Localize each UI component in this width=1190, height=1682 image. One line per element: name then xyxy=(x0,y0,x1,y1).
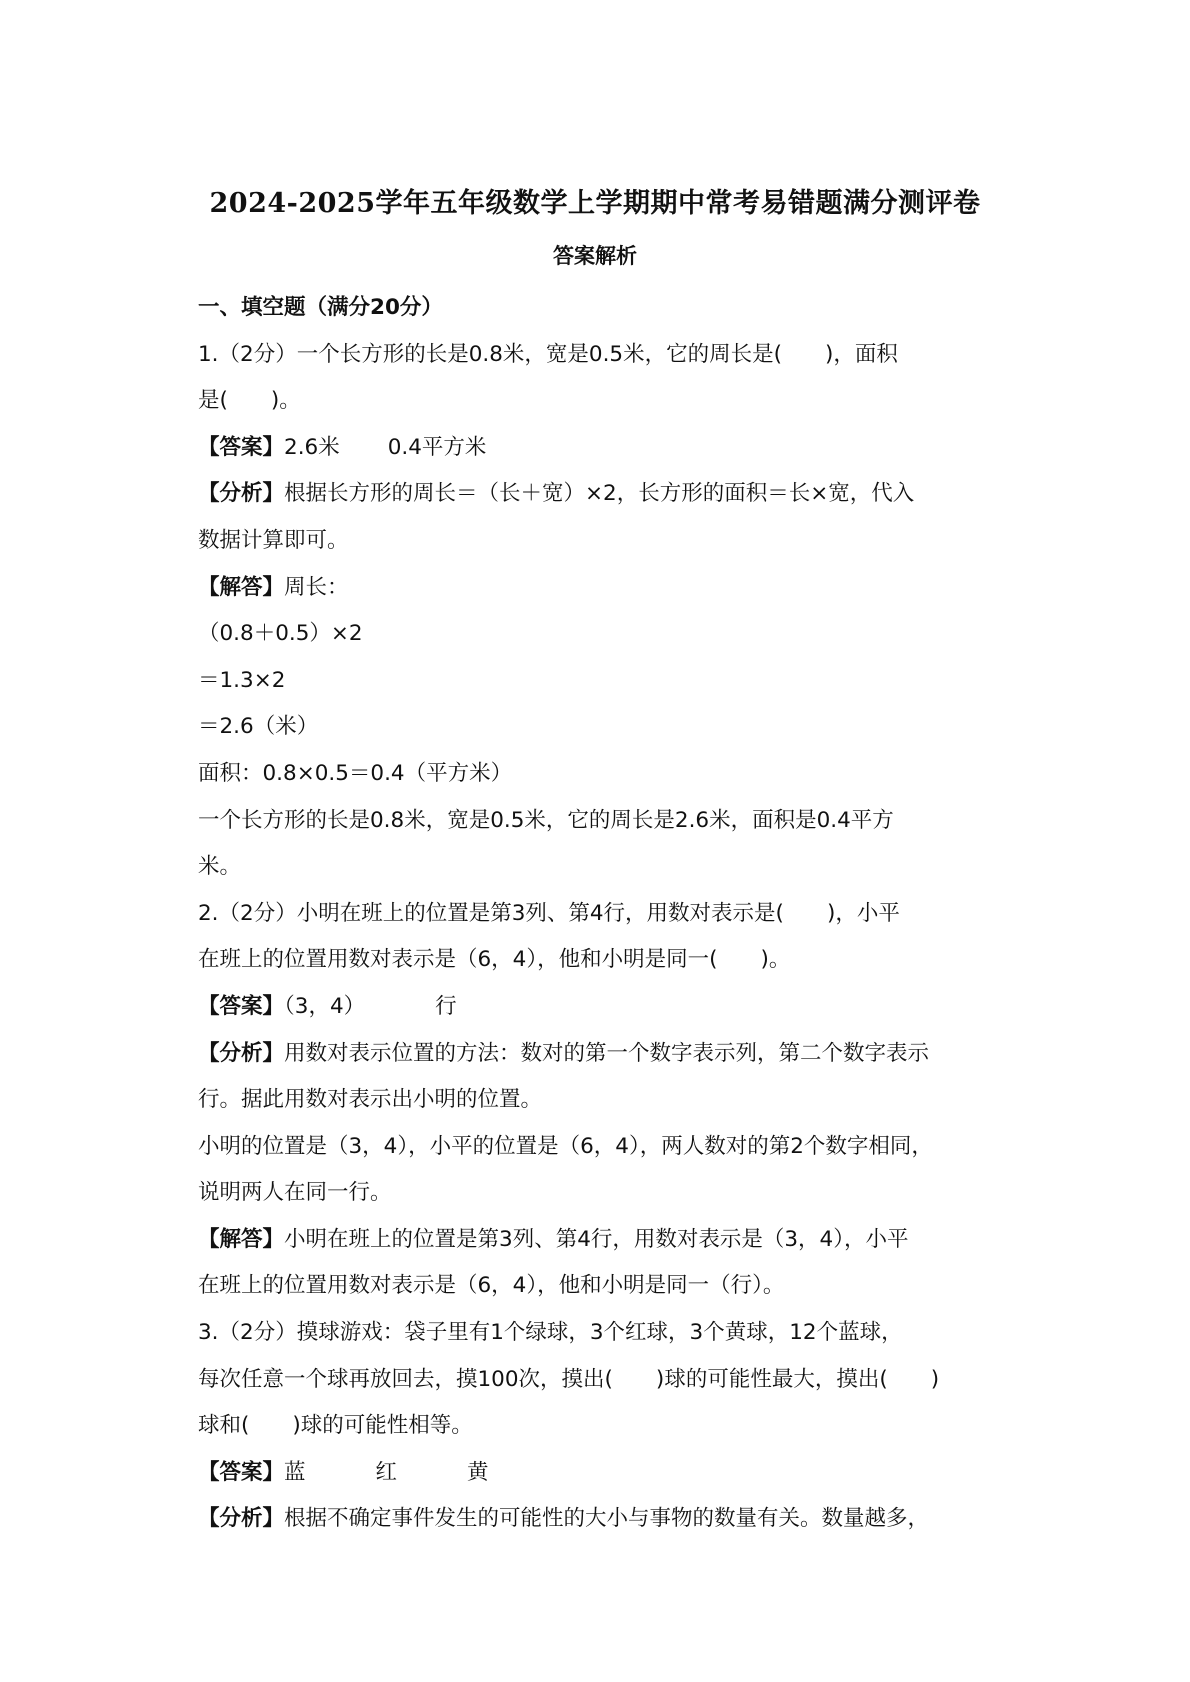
q1-solution-line-4: ＝2.6（米） xyxy=(198,714,319,740)
q2-analysis-line-1 xyxy=(198,1035,1018,1082)
q2-stem-line-1: 2.（2分）小明在班上的位置是第3列、第4行，用数对表示是( )，小平 xyxy=(198,900,900,926)
document-body xyxy=(198,289,1018,1547)
q3-answer-c: 黄 xyxy=(467,1459,489,1485)
q3-stem-line-2: 每次任意一个球再放回去，摸100次，摸出( )球的可能性最大，摸出( ) xyxy=(198,1366,940,1392)
page-title: 2024-2025学年五年级数学上学期期中常考易错题满分测评卷 xyxy=(209,188,981,219)
answer-tag: 【答案】 xyxy=(198,993,285,1019)
q3-stem-line-3: 球和( )球的可能性相等。 xyxy=(198,1413,473,1439)
q1-answer xyxy=(198,429,1018,476)
q2-answer-a: （3，4） xyxy=(284,993,366,1019)
q2-solution-line-1 xyxy=(198,1221,1018,1268)
q2-stem-line-2: 在班上的位置用数对表示是（6，4），他和小明是同一( )。 xyxy=(198,947,791,973)
solution-tag: 【解答】 xyxy=(198,574,285,600)
q1-stem-line-2: 是( )。 xyxy=(198,388,301,414)
q2-solution-text-1: 小明在班上的位置是第3列、第4行，用数对表示是（3，4），小平 xyxy=(284,1226,909,1252)
q3-answer xyxy=(198,1454,1018,1501)
q1-answer-b: 0.4平方米 xyxy=(387,434,487,460)
page-subtitle: 答案解析 xyxy=(553,244,637,268)
q2-analysis-line-2: 行。据此用数对表示出小明的位置。 xyxy=(198,1087,543,1113)
q3-analysis-line-1 xyxy=(198,1500,1018,1547)
q1-solution-line-6: 一个长方形的长是0.8米，宽是0.5米，它的周长是2.6米，面积是0.4平方 xyxy=(198,807,894,833)
q1-solution-line-5: 面积：0.8×0.5＝0.4（平方米） xyxy=(198,760,513,786)
answer-tag: 【答案】 xyxy=(198,1459,285,1485)
q1-analysis-line-2: 数据计算即可。 xyxy=(198,527,349,553)
q3-analysis-text-1: 根据不确定事件发生的可能性的大小与事物的数量有关。数量越多， xyxy=(284,1506,930,1532)
q2-analysis-line-4: 说明两人在同一行。 xyxy=(198,1180,392,1206)
section-heading: 一、填空题（满分20分） xyxy=(198,295,443,320)
q3-stem-line-1: 3.（2分）摸球游戏：袋子里有1个绿球，3个红球，3个黄球，12个蓝球， xyxy=(198,1320,903,1346)
q1-stem-line-1: 1.（2分）一个长方形的长是0.8米，宽是0.5米，它的周长是( )，面积 xyxy=(198,341,898,367)
q2-answer-b: 行 xyxy=(435,993,457,1019)
q1-solution-text-1: 周长： xyxy=(284,574,349,600)
q3-answer-a: 蓝 xyxy=(284,1459,306,1485)
q3-answer-b: 红 xyxy=(375,1459,398,1485)
q1-solution-line-1 xyxy=(198,569,1018,616)
solution-tag: 【解答】 xyxy=(198,1226,285,1252)
q2-answer xyxy=(198,988,1018,1035)
q2-analysis-text-1: 用数对表示位置的方法：数对的第一个数字表示列，第二个数字表示 xyxy=(284,1040,930,1066)
q1-solution-line-2: （0.8＋0.5）×2 xyxy=(198,621,363,647)
q1-analysis-text-1: 根据长方形的周长＝（长＋宽）×2，长方形的面积＝长×宽，代入 xyxy=(284,481,915,507)
q2-solution-line-2: 在班上的位置用数对表示是（6，4），他和小明是同一（行）。 xyxy=(198,1273,785,1299)
analysis-tag: 【分析】 xyxy=(198,1040,285,1066)
analysis-tag: 【分析】 xyxy=(198,481,285,507)
analysis-tag: 【分析】 xyxy=(198,1506,285,1532)
q2-analysis-line-3: 小明的位置是（3，4），小平的位置是（6，4），两人数对的第2个数字相同， xyxy=(198,1133,933,1159)
answer-tag: 【答案】 xyxy=(198,434,285,460)
q1-answer-a: 2.6米 xyxy=(284,434,340,460)
q1-solution-line-7: 米。 xyxy=(198,854,242,880)
q1-solution-line-3: ＝1.3×2 xyxy=(198,667,286,693)
q1-analysis-line-1 xyxy=(198,475,1018,522)
